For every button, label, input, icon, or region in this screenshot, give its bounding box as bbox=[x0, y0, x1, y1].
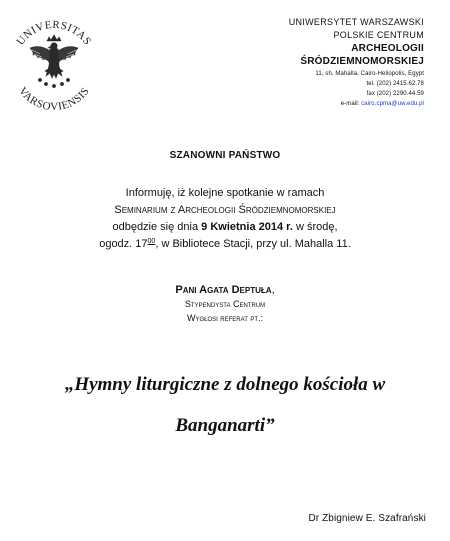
speaker-name: Pani Agata Deptuła bbox=[175, 284, 272, 296]
time-prefix: ogodz. 17 bbox=[99, 238, 148, 250]
centre-name: POLSKIE CENTRUM bbox=[333, 30, 424, 40]
fax: fax (202) 2290.44.59 bbox=[366, 91, 424, 97]
lecture-title bbox=[0, 364, 450, 446]
time-minutes: 00 bbox=[147, 238, 156, 245]
seminar-name: Seminarium z Archeologii Śródziemnomorskiej bbox=[114, 204, 336, 216]
email-line bbox=[289, 99, 424, 109]
seal-text-top: UNIVERSITAS bbox=[14, 18, 94, 48]
eagle-icon bbox=[30, 35, 78, 88]
lecture-title-line2: Banganarti” bbox=[175, 415, 275, 436]
institution-header bbox=[289, 16, 424, 109]
intro-line: Informuję, iż kolejne spotkanie w ramach bbox=[125, 187, 325, 199]
centre-name-line3: ŚRÓDZIEMNOMORSKIEJ bbox=[300, 56, 424, 67]
date-line bbox=[0, 219, 450, 236]
date-suffix: w środę, bbox=[295, 221, 338, 233]
signature: Dr Zbigniew E. Szafrański bbox=[308, 513, 426, 524]
greeting: SZANOWNI PAŃSTWO bbox=[169, 150, 281, 161]
speaker-block bbox=[0, 283, 450, 325]
year-suffix: r. bbox=[286, 221, 293, 233]
university-seal bbox=[4, 14, 104, 114]
speaker-role: Stypendysta Centrum bbox=[184, 299, 266, 309]
invitation-body bbox=[0, 185, 450, 253]
speaker-name-line: Pani Agata Deptuła, bbox=[175, 284, 275, 296]
email-link[interactable]: cairo.cpma@uw.edu.pl bbox=[361, 101, 424, 107]
time-location-line bbox=[0, 236, 450, 253]
location: , w Bibliotece Stacji, przy ul. Mahalla 11. bbox=[155, 238, 351, 250]
lecture-title-line1: „Hymny liturgiczne z dolnego kościoła w bbox=[64, 374, 386, 395]
seal-text-bottom: VARSOVIENSIS bbox=[16, 85, 92, 114]
centre-name-line2: ARCHEOLOGII bbox=[351, 43, 424, 54]
email-label: e-mail: bbox=[340, 101, 360, 107]
meeting-date: 9 Kwietnia 2014 bbox=[201, 221, 284, 233]
date-prefix: odbędzie się dnia bbox=[112, 221, 199, 233]
address: 11, sh. Mahalla, Cairo-Heliopolis, Egypt bbox=[315, 71, 424, 77]
university-name: UNIWERSYTET WARSZAWSKI bbox=[288, 17, 424, 27]
telephone: tel. (202) 2415.62.78 bbox=[366, 81, 424, 87]
speaker-announce: Wygłosi referat pt.: bbox=[186, 313, 264, 323]
